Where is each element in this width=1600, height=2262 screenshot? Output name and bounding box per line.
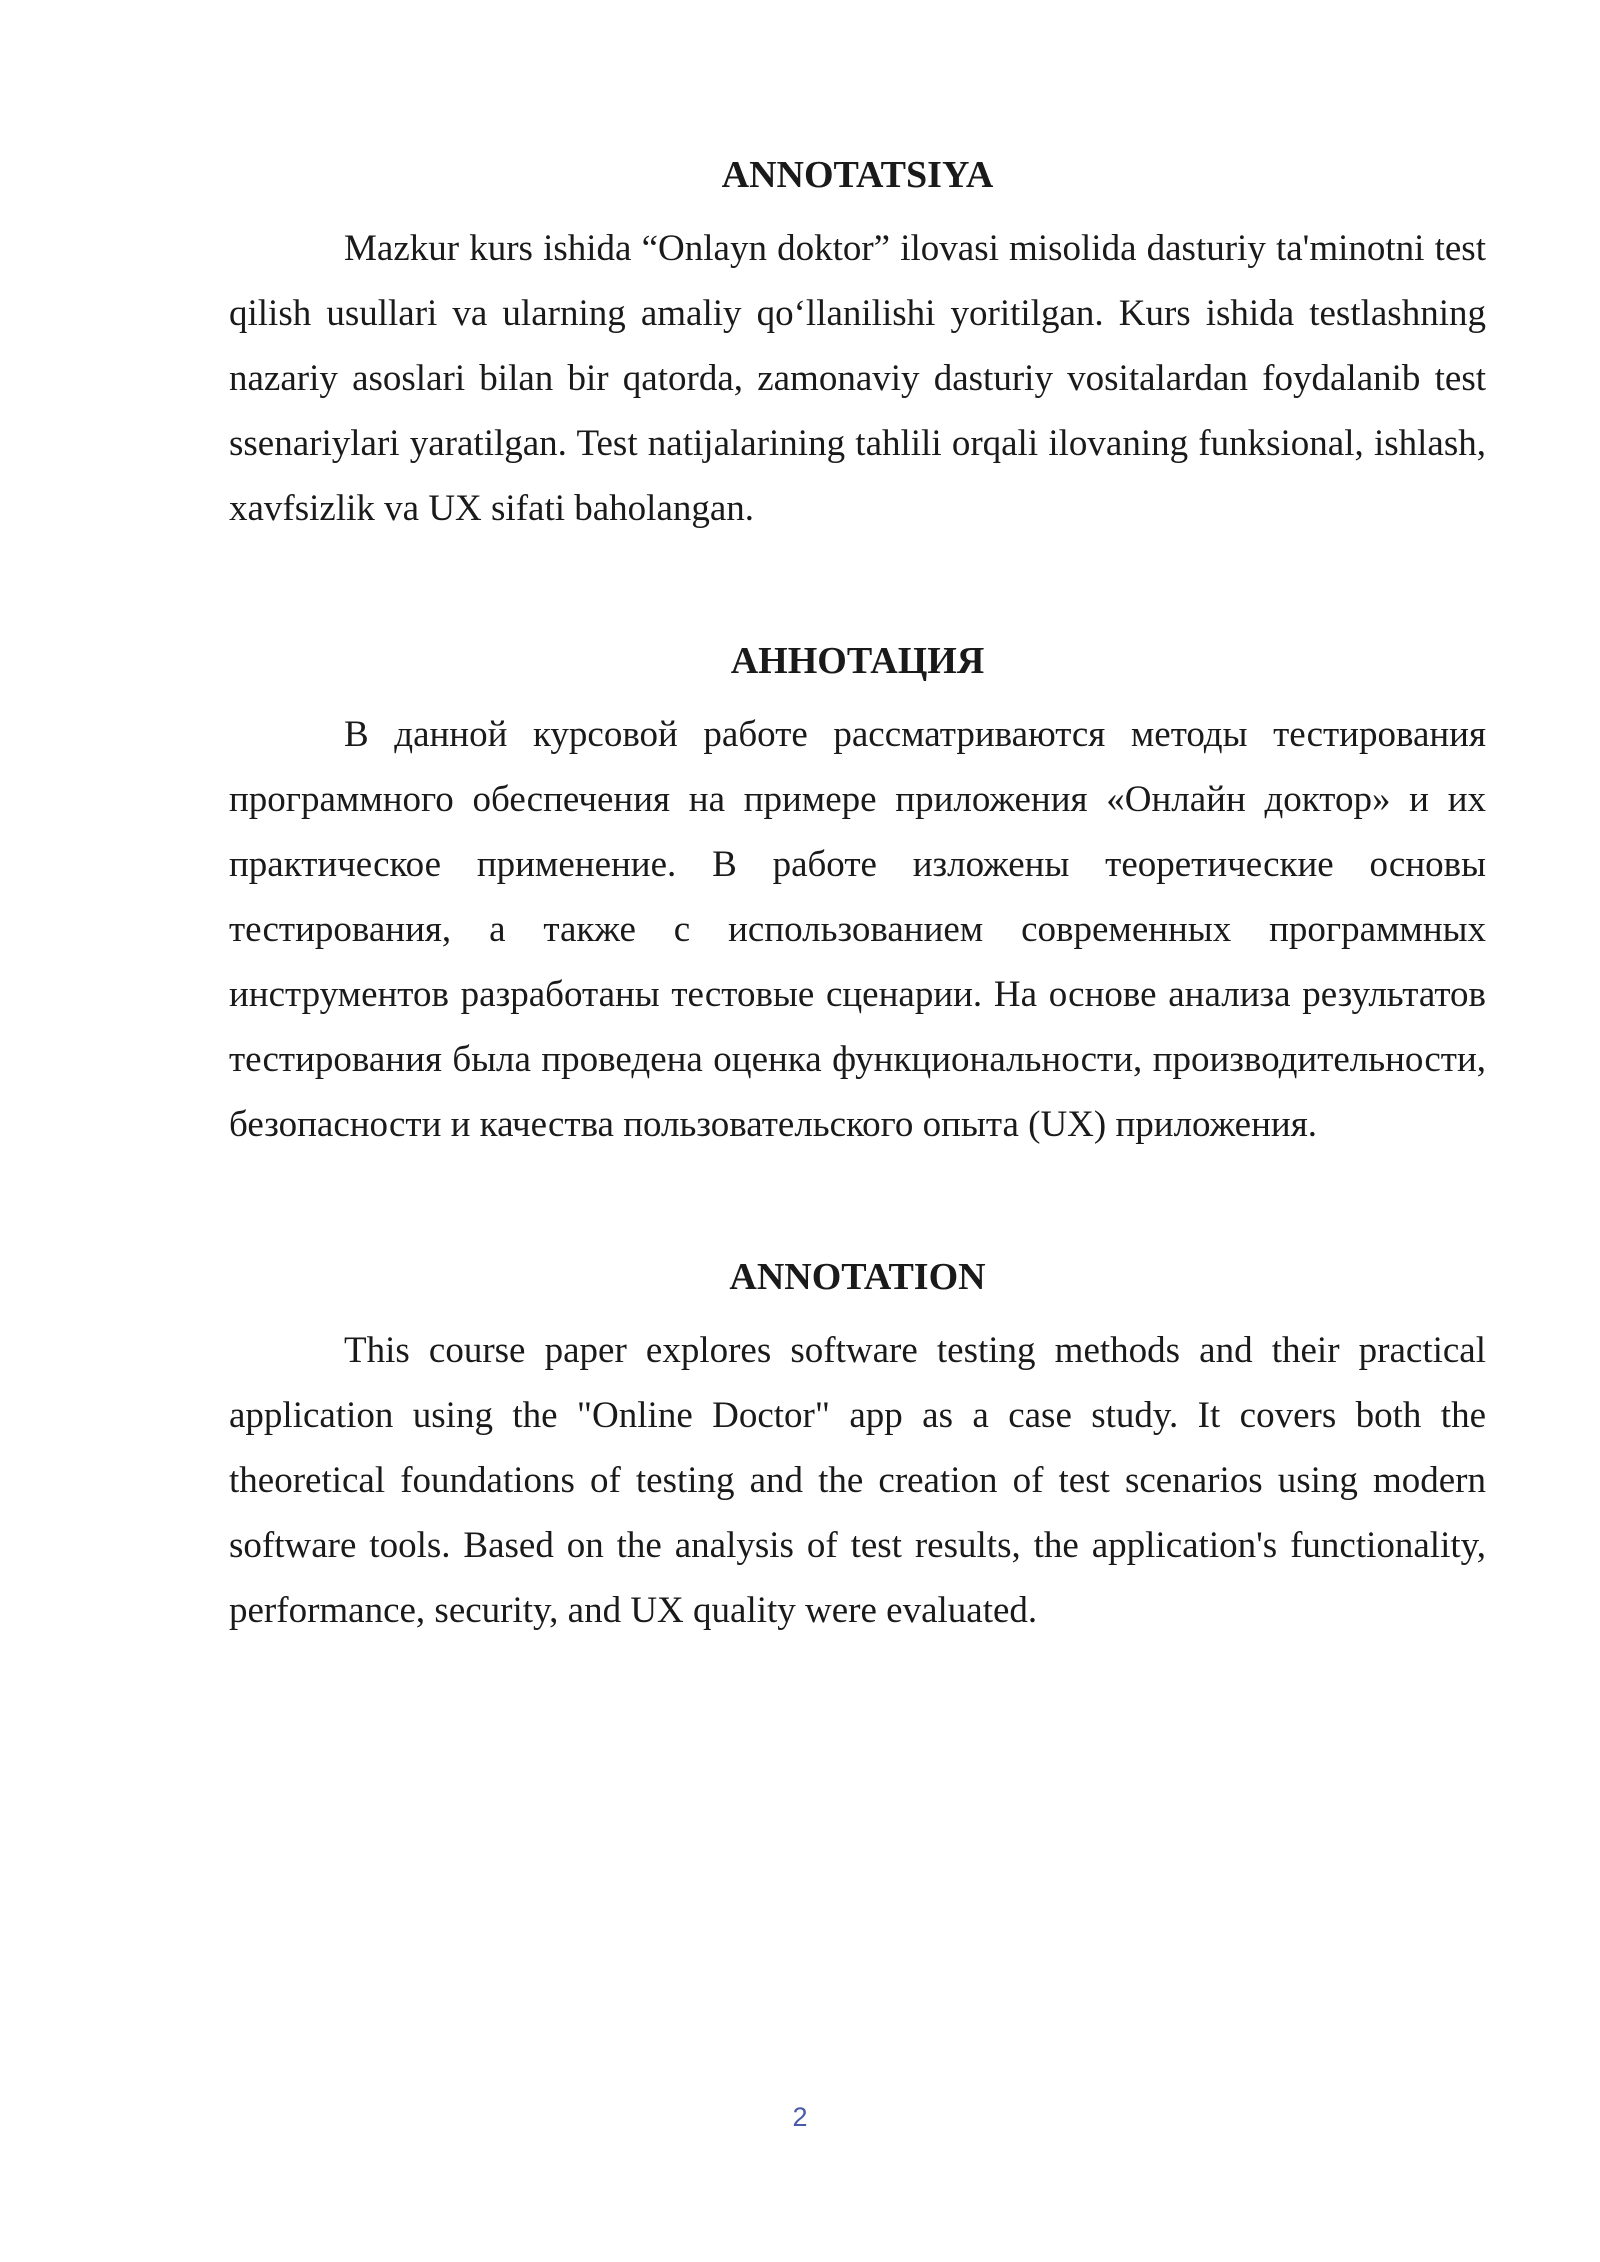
page-number: 2 bbox=[792, 2102, 808, 2132]
annotation-uz-heading: ANNOTATSIYA bbox=[721, 154, 994, 196]
annotation-en-heading: ANNOTATION bbox=[729, 1256, 986, 1298]
annotation-ru-section bbox=[229, 636, 1486, 1157]
annotation-en-section bbox=[229, 1252, 1486, 1643]
annotation-uz-section bbox=[229, 150, 1486, 541]
annotation-ru-heading: АННОТАЦИЯ bbox=[730, 640, 985, 682]
annotation-en-text: This course paper explores software testing methods and their practical application using the "Online Doctor" app as a case study. It covers both the theoretical foundations of testing and the creation of test scenarios using modern software tools. Based on the analysis of test results, the application's functionality, performance, security, and UX quality were evaluated. bbox=[229, 1330, 1486, 1631]
page-content bbox=[229, 150, 1486, 1643]
annotation-uz-text: Mazkur kurs ishida “Onlayn doktor” ilovasi misolida dasturiy ta'minotni test qilish usullari va ularning amaliy qo‘llanilishi yoritilgan. Kurs ishida testlashning nazariy asoslari bilan bir qatorda, zamonaviy dasturiy vositalardan foydalanib test ssenariylari yaratilgan. Test natijalarining tahlili orqali ilovaning funksional, ishlash, xavfsizlik va UX sifati baholangan. bbox=[229, 228, 1486, 529]
annotation-ru-text: В данной курсовой работе рассматриваются методы тестирования программного обеспечения на примере приложения «Онлайн доктор» и их практическое применение. В работе изложены теоретические основы тестирования, а также с использованием современных программных инструментов разработаны тестовые сценарии. На основе анализа результатов тестирования была проведена оценка функциональности, производительности, безопасности и качества пользовательского опыта (UX) приложения. bbox=[229, 714, 1486, 1145]
